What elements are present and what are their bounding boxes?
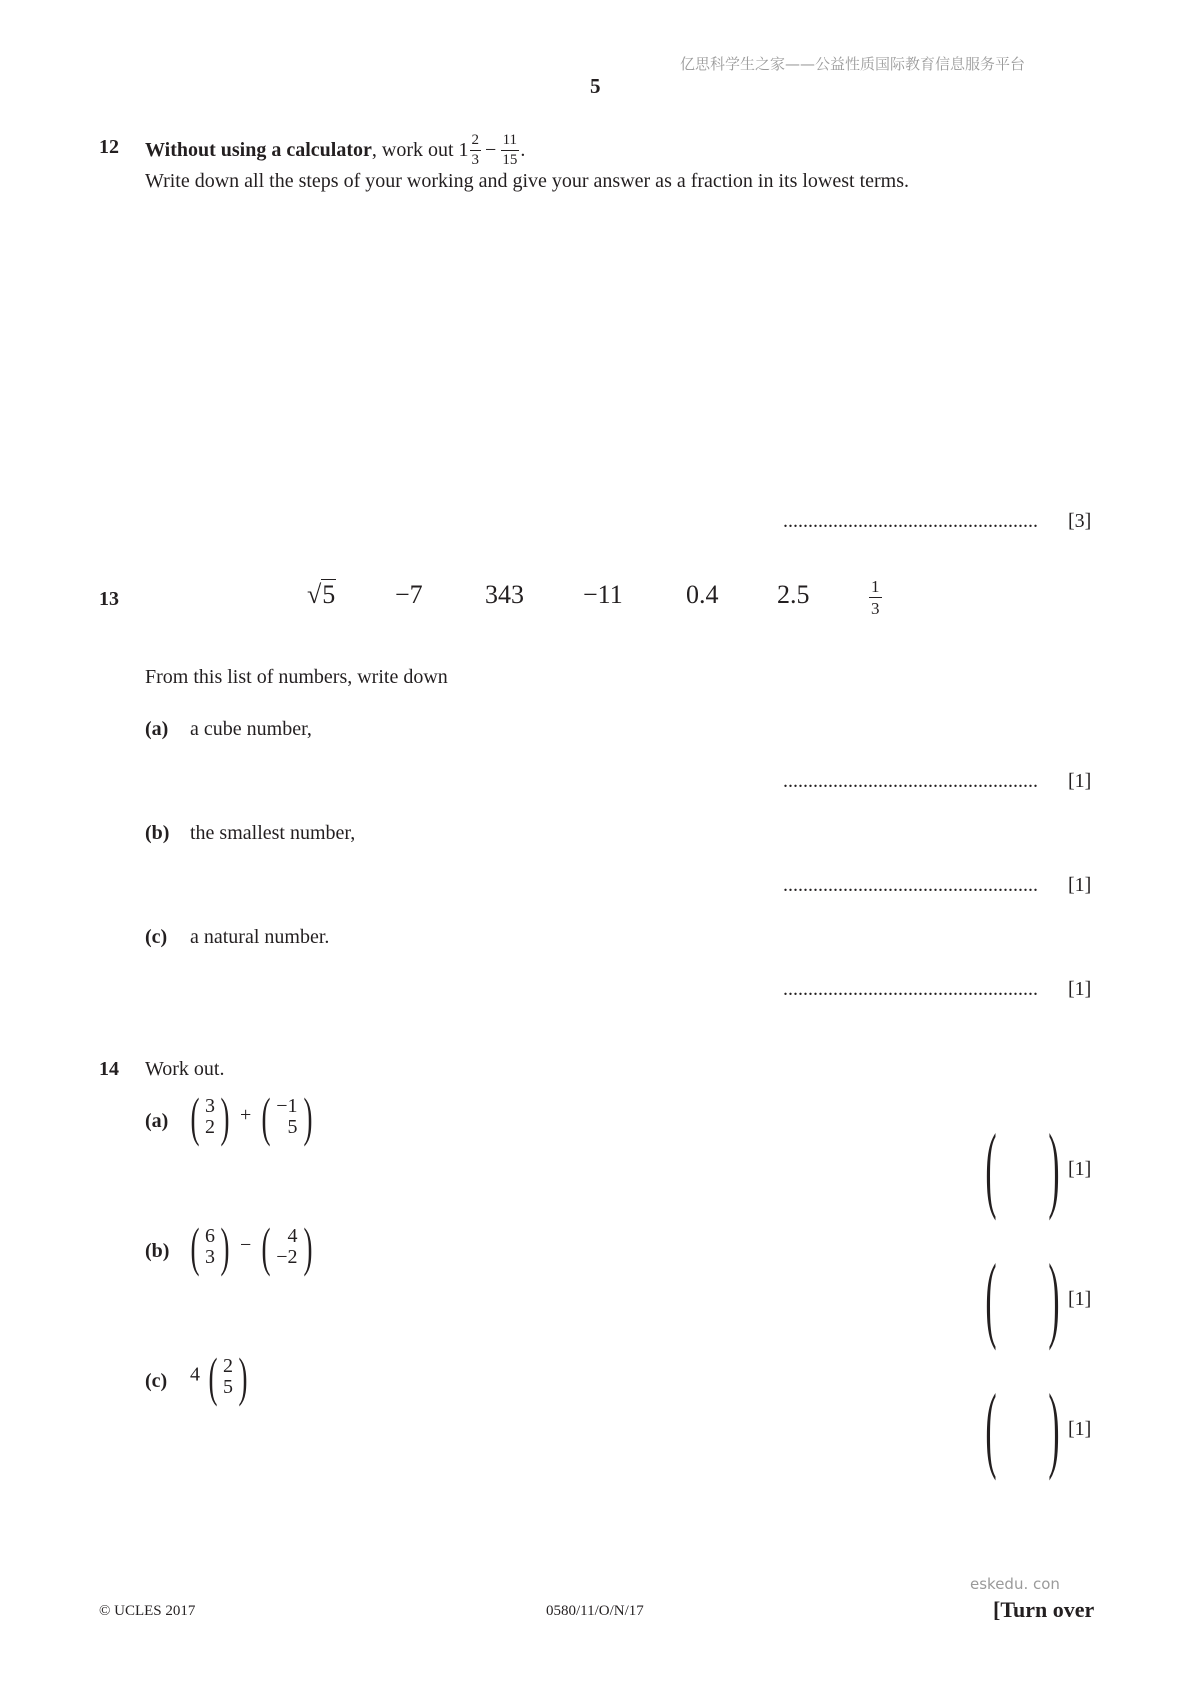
vector-entry: 2 bbox=[222, 1355, 233, 1377]
q12-whole: 1 bbox=[458, 138, 469, 161]
q13b-label: (b) bbox=[145, 822, 170, 844]
q12-bold-lead: Without using a calculator bbox=[145, 138, 372, 161]
q13c-marks: [1] bbox=[1068, 978, 1092, 1000]
sqrt-icon: √ bbox=[307, 580, 322, 609]
q14c-marks: [1] bbox=[1068, 1418, 1092, 1440]
q14a-vector1 bbox=[186, 1087, 234, 1147]
footer-copyright: © UCLES 2017 bbox=[99, 1603, 196, 1619]
q12-number: 12 bbox=[99, 136, 119, 158]
q12-frac1-num: 2 bbox=[470, 133, 482, 151]
q12-expression bbox=[459, 133, 526, 168]
q14a-expression bbox=[186, 1087, 317, 1147]
q13-num-0-4: 0.4 bbox=[686, 580, 719, 609]
q14b-answer-left-bracket-icon: ( bbox=[985, 1244, 997, 1351]
q13-num-343: 343 bbox=[485, 580, 524, 609]
q14a-answer-left-bracket-icon: ( bbox=[985, 1114, 997, 1221]
q12-minus: − bbox=[485, 138, 497, 161]
q13c-label: (c) bbox=[145, 926, 168, 948]
q14c-answer-field[interactable] bbox=[995, 1395, 1040, 1455]
q14b-expression bbox=[186, 1217, 317, 1277]
q13a-marks: [1] bbox=[1068, 770, 1092, 792]
q14c-answer-right-bracket-icon: ) bbox=[1048, 1374, 1060, 1481]
q13-sqrt-radicand: 5 bbox=[322, 580, 336, 609]
q12-line1 bbox=[145, 127, 525, 173]
footer-turn-over: [Turn over bbox=[993, 1597, 1095, 1622]
q12-answer-line[interactable]: ................................................... bbox=[783, 510, 1038, 532]
left-paren-icon: ( bbox=[261, 1217, 271, 1277]
right-paren-icon: ) bbox=[303, 1217, 313, 1277]
vector-entry: 5 bbox=[287, 1116, 298, 1138]
page-number: 5 bbox=[590, 74, 601, 98]
q12-marks: [3] bbox=[1068, 510, 1092, 532]
q14c-scalar: 4 bbox=[190, 1363, 200, 1386]
vector-entry: 5 bbox=[222, 1376, 233, 1398]
right-paren-icon: ) bbox=[238, 1347, 248, 1407]
footer-code: 0580/11/O/N/17 bbox=[546, 1603, 644, 1619]
vector-entry: 6 bbox=[204, 1225, 215, 1247]
q13-intro: From this list of numbers, write down bbox=[145, 666, 448, 688]
q13-frac bbox=[869, 578, 882, 617]
q13-fraction-one-third bbox=[868, 578, 883, 617]
q14a-label: (a) bbox=[145, 1110, 169, 1132]
vector-entry: 4 bbox=[287, 1225, 298, 1247]
left-paren-icon: ( bbox=[261, 1087, 271, 1147]
q12-text: , work out bbox=[371, 138, 454, 161]
q13a-label: (a) bbox=[145, 718, 169, 740]
watermark-header: 亿思科学生之家——公益性质国际教育信息服务平台 bbox=[680, 55, 1026, 73]
left-paren-icon: ( bbox=[208, 1347, 218, 1407]
q13-num-minus11: −11 bbox=[583, 580, 623, 609]
q14a-vector2 bbox=[257, 1087, 316, 1147]
q14c-label: (c) bbox=[145, 1370, 168, 1392]
q13-frac-den: 3 bbox=[871, 599, 880, 618]
q12-instructions: Write down all the steps of your working and give your answer as a fraction in its lowest terms. bbox=[145, 170, 910, 192]
q13-number: 13 bbox=[99, 588, 119, 610]
q14b-operator: − bbox=[239, 1233, 252, 1256]
q13c-answer-line[interactable]: ................................................... bbox=[783, 978, 1038, 1000]
left-paren-icon: ( bbox=[190, 1087, 200, 1147]
q13c-text: a natural number. bbox=[190, 926, 330, 948]
q14c-answer-left-bracket-icon: ( bbox=[985, 1374, 997, 1481]
vector-entry: 3 bbox=[204, 1095, 215, 1117]
vector-entry: 3 bbox=[204, 1246, 215, 1268]
footer-site: eskedu. con bbox=[970, 1575, 1060, 1593]
q14b-marks: [1] bbox=[1068, 1288, 1092, 1310]
q12-frac2 bbox=[500, 133, 519, 168]
q12-frac2-den: 15 bbox=[502, 151, 518, 168]
q12-frac1 bbox=[470, 133, 482, 168]
right-paren-icon: ) bbox=[220, 1087, 230, 1147]
vector-entry: −1 bbox=[276, 1095, 298, 1117]
q14-number: 14 bbox=[99, 1058, 119, 1080]
q14b-answer-field[interactable] bbox=[995, 1265, 1040, 1325]
q12-end: . bbox=[520, 138, 526, 161]
q14b-label: (b) bbox=[145, 1240, 170, 1262]
q13a-answer-line[interactable]: ................................................... bbox=[783, 770, 1038, 792]
q14a-operator: + bbox=[239, 1103, 252, 1126]
q13b-text: the smallest number, bbox=[190, 822, 356, 844]
q14a-answer-field[interactable] bbox=[995, 1135, 1040, 1195]
q14a-marks: [1] bbox=[1068, 1158, 1092, 1180]
q13a-text: a cube number, bbox=[190, 718, 312, 740]
q14c-vector1 bbox=[204, 1347, 252, 1407]
vector-entry: −2 bbox=[276, 1246, 298, 1268]
q12-frac1-den: 3 bbox=[471, 151, 480, 168]
vector-entry: 2 bbox=[204, 1116, 215, 1138]
q13b-answer-line[interactable]: ................................................... bbox=[783, 874, 1038, 896]
q13b-marks: [1] bbox=[1068, 874, 1092, 896]
q12-frac2-num: 11 bbox=[501, 133, 519, 151]
q13-frac-num: 1 bbox=[871, 577, 880, 596]
q13-num-2-5: 2.5 bbox=[777, 580, 810, 609]
right-paren-icon: ) bbox=[220, 1217, 230, 1277]
q14b-vector2 bbox=[257, 1217, 316, 1277]
q14c-expression bbox=[190, 1347, 252, 1407]
right-paren-icon: ) bbox=[303, 1087, 313, 1147]
q14a-answer-right-bracket-icon: ) bbox=[1048, 1114, 1060, 1221]
q14b-answer-right-bracket-icon: ) bbox=[1048, 1244, 1060, 1351]
q13-num-minus7: −7 bbox=[395, 580, 423, 609]
left-paren-icon: ( bbox=[190, 1217, 200, 1277]
q14b-vector1 bbox=[186, 1217, 234, 1277]
q14-intro: Work out. bbox=[145, 1058, 225, 1080]
q13-sqrt5 bbox=[307, 580, 336, 610]
